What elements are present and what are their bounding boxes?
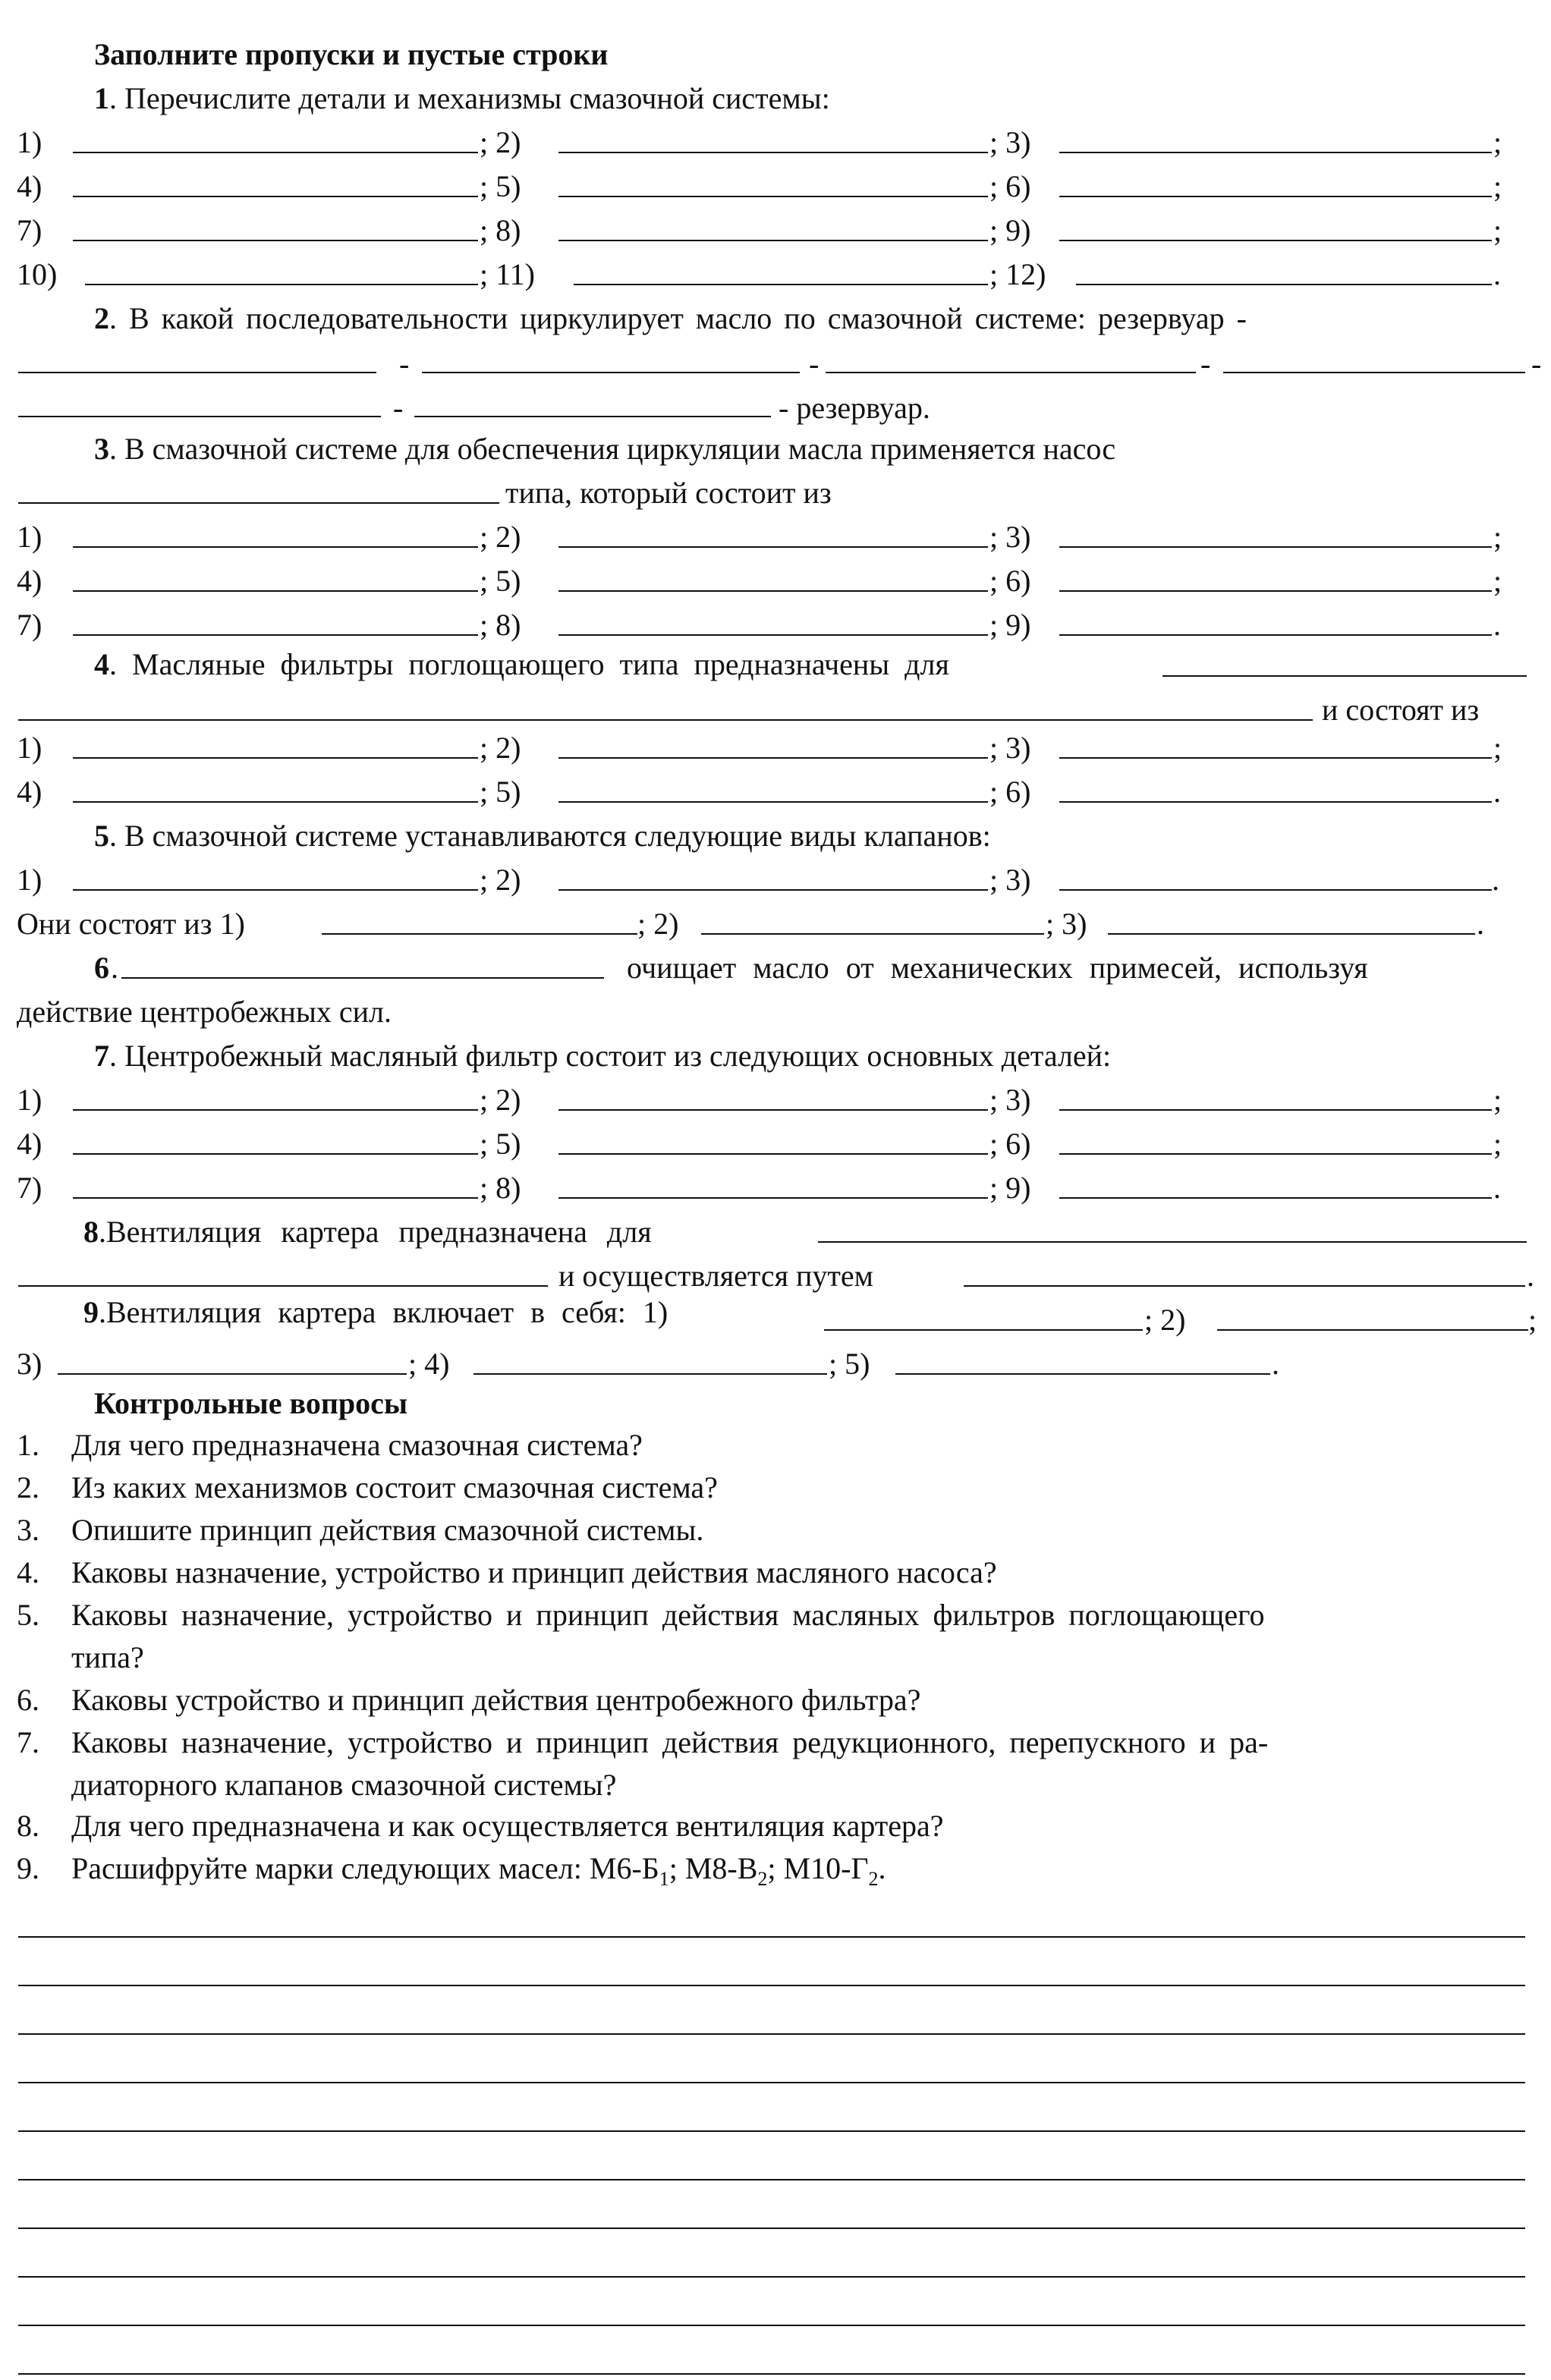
blank-line[interactable] xyxy=(73,196,478,197)
question-text: Расшифруйте марки следующих масел: М6-Б xyxy=(71,1851,659,1885)
item-label: ; 2) xyxy=(480,125,521,159)
blank-line[interactable] xyxy=(85,284,478,285)
blank-line[interactable] xyxy=(73,152,478,153)
dash: - xyxy=(1200,347,1211,381)
control-question-continuation xyxy=(17,1763,1527,1807)
question-number: 5. xyxy=(17,1598,39,1632)
question-text: Каковы устройство и принцип действия центробежного фильтра? xyxy=(71,1683,921,1717)
blank-line[interactable] xyxy=(1059,546,1492,548)
question-6-number: 6 xyxy=(94,951,109,985)
blank-line[interactable] xyxy=(574,284,988,285)
question-1: 1. Перечислите детали и механизмы смазочной системы: xyxy=(94,81,830,115)
dash: - xyxy=(1531,347,1542,381)
blank-line[interactable] xyxy=(558,590,988,592)
blank-line[interactable] xyxy=(414,416,771,417)
item-label: ; xyxy=(1493,125,1502,159)
blank-line[interactable] xyxy=(58,1373,407,1375)
control-question xyxy=(17,1466,1527,1510)
item-label: ; 2) xyxy=(480,1083,521,1117)
blank-line[interactable] xyxy=(1059,1197,1492,1199)
blank-line[interactable] xyxy=(18,416,381,417)
blank-line[interactable] xyxy=(18,1285,548,1287)
question-6-text-2: действие центробежных сил. xyxy=(17,995,392,1029)
control-questions-heading: Контрольные вопросы xyxy=(94,1386,408,1420)
blank-line[interactable] xyxy=(1108,933,1475,935)
blank-line[interactable] xyxy=(1223,372,1525,373)
blank-line[interactable] xyxy=(818,1241,1527,1243)
worksheet-heading: Заполните пропуски и пустые строки xyxy=(94,37,609,71)
question-number: 3. xyxy=(17,1513,39,1547)
item-label: ; xyxy=(1493,520,1502,554)
blank-line[interactable] xyxy=(558,1197,988,1199)
blank-line[interactable] xyxy=(322,933,637,935)
item-label: . xyxy=(1493,257,1501,291)
blank-line[interactable] xyxy=(558,1153,988,1155)
item-label: ; 8) xyxy=(480,213,521,247)
blank-line[interactable] xyxy=(1059,152,1492,153)
question-number: 7. xyxy=(17,1725,39,1759)
item-label: . xyxy=(1493,1171,1501,1205)
dash: - xyxy=(809,347,820,381)
item-label: ; 5) xyxy=(480,169,521,203)
blank-line[interactable] xyxy=(826,372,1196,373)
subscript: 2 xyxy=(868,1868,879,1890)
item-label: ; 8) xyxy=(480,1171,521,1205)
item-label: 4) xyxy=(17,775,42,809)
item-label: ; 9) xyxy=(989,213,1031,247)
dot: . xyxy=(1527,1259,1534,1293)
blank-line[interactable] xyxy=(121,977,604,979)
answer-line[interactable] xyxy=(18,2130,1525,2132)
item-label: 1) xyxy=(17,863,42,897)
item-label: 7) xyxy=(17,213,42,247)
blank-line[interactable] xyxy=(558,1109,988,1111)
blank-line[interactable] xyxy=(1059,590,1492,592)
dash: - xyxy=(399,347,410,381)
answer-line[interactable] xyxy=(18,1985,1525,1986)
blank-line[interactable] xyxy=(473,1373,827,1375)
blank-line[interactable] xyxy=(1059,634,1492,636)
item-label: ; 6) xyxy=(989,1127,1031,1161)
item-label: ; 6) xyxy=(989,169,1031,203)
question-text: Каковы назначение, устройство и принцип действия масляного насоса? xyxy=(71,1555,997,1589)
blank-line[interactable] xyxy=(73,634,478,636)
blank-line[interactable] xyxy=(1059,196,1492,197)
question-text: Каковы назначение, устройство и принцип действия редукционного, перепускного и ра- xyxy=(71,1725,1269,1759)
answer-line[interactable] xyxy=(18,1936,1525,1938)
control-question xyxy=(17,1508,1527,1552)
blank-line[interactable] xyxy=(895,1373,1270,1375)
control-question xyxy=(17,1804,1527,1848)
question-number: 9. xyxy=(17,1851,39,1885)
item-label: ; 12) xyxy=(989,257,1046,291)
item-label: . xyxy=(1493,775,1501,809)
item-label: ; 2) xyxy=(480,731,521,765)
item-label: 4) xyxy=(17,1127,42,1161)
item-label: 1) xyxy=(17,125,42,159)
blank-line[interactable] xyxy=(18,502,499,504)
blank-line[interactable] xyxy=(73,240,478,241)
question-number: 2. xyxy=(17,1470,39,1504)
consists-of-label: и состоят из xyxy=(1322,693,1480,727)
answer-line[interactable] xyxy=(18,2179,1525,2180)
question-5: 5. В смазочной системе устанавливаются следующие виды клапанов: xyxy=(94,819,991,853)
blank-line[interactable] xyxy=(558,240,988,241)
item-label: ; 3) xyxy=(989,863,1031,897)
blank-line[interactable] xyxy=(1059,1109,1492,1111)
question-number: 8. xyxy=(17,1809,39,1843)
question-text: Из каких механизмов состоит смазочная система? xyxy=(71,1470,718,1504)
consist-label: Они состоят из 1) xyxy=(17,907,245,941)
control-question-continuation xyxy=(17,1636,1527,1680)
item-label: ; xyxy=(1493,1127,1502,1161)
blank-line[interactable] xyxy=(1059,801,1492,803)
item-label: ; 2) xyxy=(480,520,521,554)
blank-line[interactable] xyxy=(73,1197,478,1199)
question-text: Для чего предназначена и как осуществляется вентиляция картера? xyxy=(71,1809,944,1843)
item-label: ; xyxy=(1493,213,1502,247)
item-label: ; 5) xyxy=(480,564,521,598)
blank-line[interactable] xyxy=(1059,240,1492,241)
blank-line[interactable] xyxy=(1059,889,1492,891)
answer-line[interactable] xyxy=(18,2373,1525,2375)
blank-line[interactable] xyxy=(1059,757,1492,759)
answer-line[interactable] xyxy=(18,2325,1525,2326)
blank-line[interactable] xyxy=(558,196,988,197)
blank-line[interactable] xyxy=(558,634,988,636)
item-label: 1) xyxy=(17,1083,42,1117)
blank-line[interactable] xyxy=(824,1329,1143,1331)
item-label: ; 3) xyxy=(989,520,1031,554)
item-label: ; 9) xyxy=(989,1171,1031,1205)
item-label: . xyxy=(1477,907,1484,941)
control-question xyxy=(17,1551,1527,1595)
blank-line[interactable] xyxy=(73,1153,478,1155)
control-question xyxy=(17,1678,1527,1722)
question-text: Каковы назначение, устройство и принцип действия масляных фильтров поглощающего xyxy=(71,1598,1265,1632)
dash: - xyxy=(393,391,404,425)
question-number: 1. xyxy=(17,1428,39,1462)
item-label: ; xyxy=(1493,169,1502,203)
question-text: Для чего предназначена смазочная система? xyxy=(71,1428,643,1462)
blank-line[interactable] xyxy=(558,801,988,803)
item-label: ; xyxy=(1493,1083,1502,1117)
item-label: ; 3) xyxy=(1046,907,1087,941)
item-label: ; 9) xyxy=(989,608,1031,642)
blank-line[interactable] xyxy=(1076,284,1492,285)
item-label: ; 5) xyxy=(829,1347,870,1381)
blank-line[interactable] xyxy=(558,757,988,759)
blank-line[interactable] xyxy=(1217,1329,1528,1331)
item-label: ; 2) xyxy=(1144,1303,1186,1337)
item-label: 7) xyxy=(17,608,42,642)
item-label: ; 5) xyxy=(480,1127,521,1161)
item-label: ; 5) xyxy=(480,775,521,809)
blank-line[interactable] xyxy=(558,152,988,153)
subscript: 1 xyxy=(659,1868,669,1890)
answer-line[interactable] xyxy=(18,2228,1525,2229)
blank-line[interactable] xyxy=(73,801,478,803)
blank-line[interactable] xyxy=(73,889,478,891)
subscript: 2 xyxy=(757,1868,768,1890)
control-question xyxy=(17,1593,1527,1637)
blank-line[interactable] xyxy=(18,372,376,373)
item-label: ; 6) xyxy=(989,564,1031,598)
blank-line[interactable] xyxy=(18,719,1313,721)
item-label: ; 4) xyxy=(408,1347,450,1381)
dot: . xyxy=(1272,1347,1279,1381)
blank-line[interactable] xyxy=(558,889,988,891)
question-text: типа? xyxy=(71,1640,144,1674)
item-label: ; xyxy=(1493,731,1502,765)
question-9: 9.Вентиляция картера включает в себя: 1) xyxy=(83,1295,669,1329)
item-label: ; 3) xyxy=(989,731,1031,765)
question-text: Опишите принцип действия смазочной системы. xyxy=(71,1513,704,1547)
item-label: ; 8) xyxy=(480,608,521,642)
item-label: . xyxy=(1493,608,1501,642)
question-text: . xyxy=(878,1851,886,1885)
item-label: 10) xyxy=(17,257,58,291)
question-text: диаторного клапанов смазочной системы? xyxy=(71,1768,617,1802)
answer-line[interactable] xyxy=(18,2082,1525,2083)
item-label: ; xyxy=(1493,564,1502,598)
answer-line[interactable] xyxy=(18,2033,1525,2035)
item-label: 3) xyxy=(17,1347,42,1381)
question-text: ; М10-Г xyxy=(767,1851,869,1885)
question-7: 7. Центробежный масляный фильтр состоит из следующих основных деталей: xyxy=(94,1039,1112,1073)
question-4: 4. Масляные фильтры поглощающего типа предназначены для xyxy=(94,647,949,681)
pump-type-label: типа, который состоит из xyxy=(505,476,832,510)
item-label: ; 2) xyxy=(480,863,521,897)
item-label: ; 3) xyxy=(989,1083,1031,1117)
question-6-text: очищает масло от механических примесей, используя xyxy=(627,951,1368,985)
item-label: 7) xyxy=(17,1171,42,1205)
control-question xyxy=(17,1847,1527,1901)
blank-line[interactable] xyxy=(73,546,478,548)
blank-line[interactable] xyxy=(964,1285,1525,1287)
item-label: . xyxy=(1492,863,1499,897)
item-label: 4) xyxy=(17,564,42,598)
control-question xyxy=(17,1423,1527,1467)
item-label: ; 3) xyxy=(989,125,1031,159)
item-label: ; 6) xyxy=(989,775,1031,809)
question-number: 6. xyxy=(17,1683,39,1717)
item-label: 1) xyxy=(17,520,42,554)
reservoir-end-label: - резервуар. xyxy=(779,391,930,425)
question-8-text-2: и осуществляется путем xyxy=(558,1259,873,1293)
blank-line[interactable] xyxy=(73,590,478,592)
item-label: ; 11) xyxy=(480,257,535,291)
item-label: 4) xyxy=(17,169,42,203)
item-label: ; 2) xyxy=(637,907,679,941)
control-question xyxy=(17,1721,1527,1765)
blank-line[interactable] xyxy=(558,546,988,548)
question-2: 2. В какой последовательности циркулирует масло по смазочной системе: резервуар - xyxy=(94,301,1247,335)
question-text: ; М8-В xyxy=(669,1851,758,1885)
dot: . xyxy=(111,951,118,985)
answer-line[interactable] xyxy=(18,2276,1525,2278)
blank-line[interactable] xyxy=(1059,1153,1492,1155)
question-3: 3. В смазочной системе для обеспечения циркуляции масла применяется насос xyxy=(94,432,1116,466)
blank-line[interactable] xyxy=(73,1109,478,1111)
blank-line[interactable] xyxy=(701,933,1044,935)
question-8: 8.Вентиляция картера предназначена для xyxy=(83,1215,652,1249)
item-label: 1) xyxy=(17,731,42,765)
question-number: 4. xyxy=(17,1555,39,1589)
blank-line[interactable] xyxy=(1162,675,1527,677)
blank-line[interactable] xyxy=(73,757,478,759)
blank-line[interactable] xyxy=(422,372,800,373)
semicolon: ; xyxy=(1528,1303,1537,1337)
